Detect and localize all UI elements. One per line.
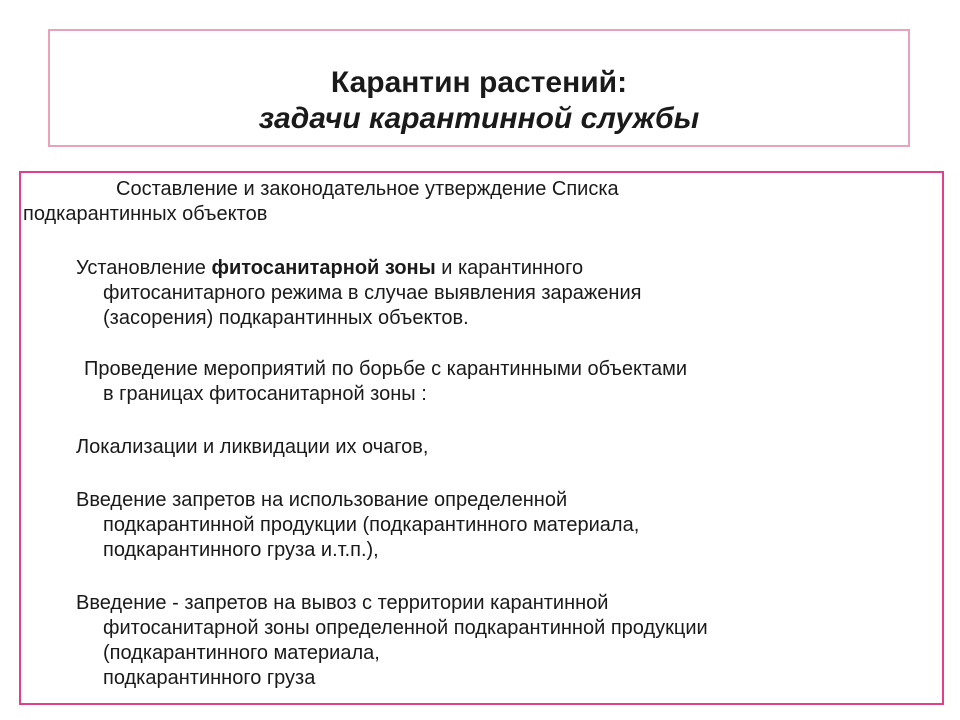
bold-term: фитосанитарной зоны: [211, 257, 436, 279]
paragraph-list-compilation: [21, 177, 921, 227]
paragraph-line: Составление и законодательное утверждение Списка: [116, 178, 619, 200]
paragraph-line: Проведение мероприятий по борьбе с карантинными объектами: [84, 358, 687, 380]
paragraph-line: (подкарантинного материала,: [103, 642, 380, 664]
content-box: [19, 171, 944, 705]
paragraph-line: фитосанитарного режима в случае выявления заражения: [103, 282, 642, 304]
paragraph-line: подкарантинного груза и.т.п.),: [103, 539, 379, 561]
paragraph-line: Введение - запретов на вывоз с территории карантинной: [76, 592, 609, 614]
paragraph-line: подкарантинного груза: [103, 667, 316, 689]
paragraph-line: Локализации и ликвидации их очагов,: [76, 436, 429, 458]
text-segment: Установление: [76, 257, 212, 279]
paragraph-line: подкарантинной продукции (подкарантинного материала,: [103, 514, 640, 536]
paragraph-line: в границах фитосанитарной зоны :: [103, 383, 427, 405]
paragraph-measures: [76, 357, 687, 407]
slide-subtitle: задачи карантинной службы: [258, 102, 700, 135]
paragraph-zone-establishment: [76, 256, 641, 331]
paragraph-line: (засорения) подкарантинных объектов.: [103, 307, 469, 329]
text-segment: и карантинного: [435, 257, 584, 279]
paragraph-line: фитосанитарной зоны определенной подкарантинной продукции: [103, 617, 708, 639]
paragraph-line: подкарантинных объектов: [23, 203, 268, 225]
paragraph-line: [76, 256, 641, 281]
paragraph-line: Введение запретов на использование определенной: [76, 489, 568, 511]
paragraph-usage-ban: [76, 488, 639, 563]
paragraph-localization: [76, 435, 428, 460]
paragraph-export-ban: [76, 591, 708, 691]
title-box: [48, 29, 910, 147]
slide-title: Карантин растений:: [330, 66, 628, 99]
